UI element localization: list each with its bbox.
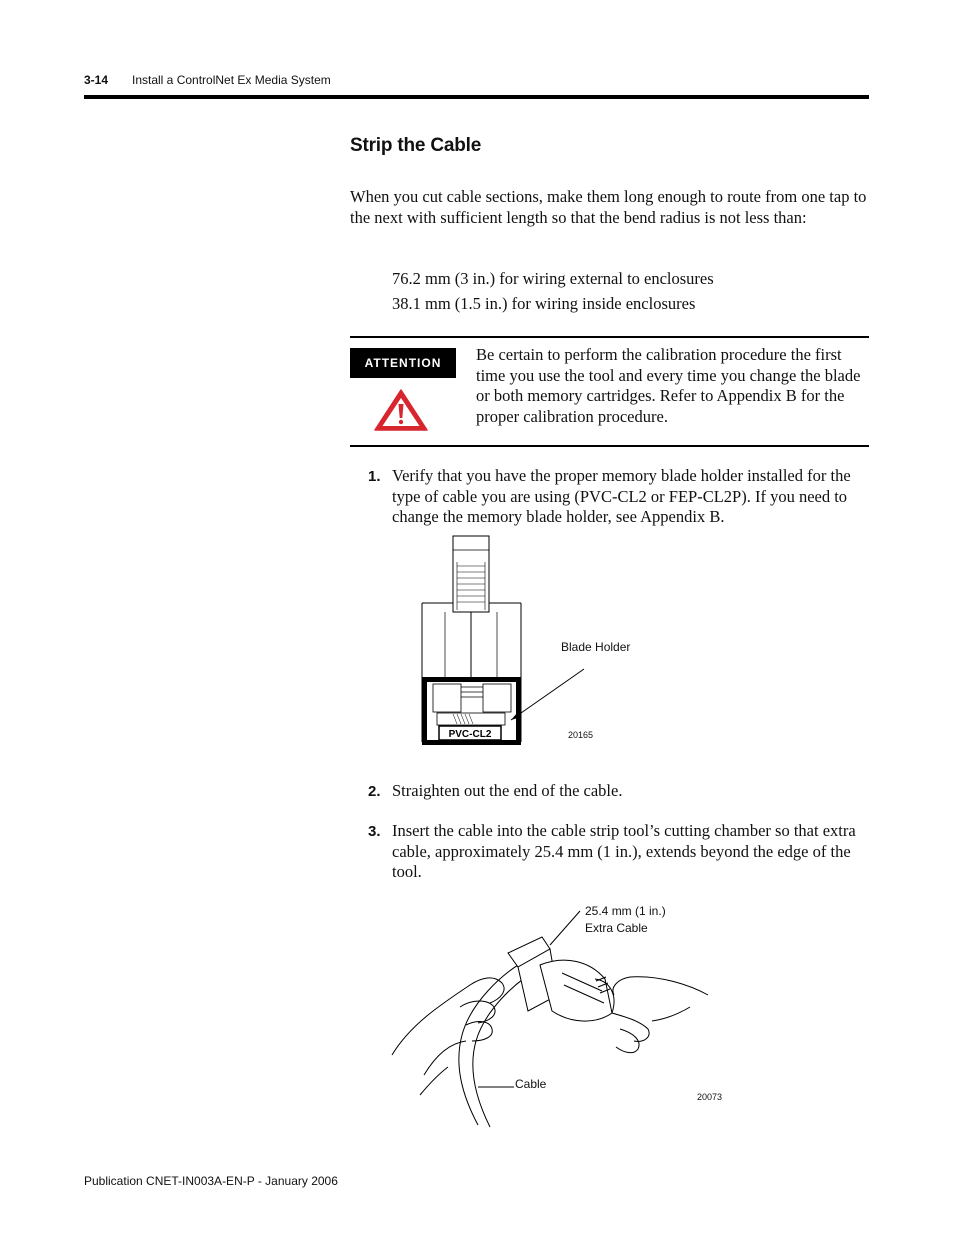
section-title: Strip the Cable — [350, 135, 482, 156]
publication-footer: Publication CNET-IN003A-EN-P - January 2006 — [84, 1174, 338, 1188]
blade-holder-callout: Blade Holder — [561, 640, 631, 654]
extra-cable-callout — [585, 903, 666, 937]
attention-text: Be certain to perform the calibration procedure the first time you use the tool and every time you change the blade or both memory cartridges. Refer to Appendix B for the proper calibration procedure. — [476, 345, 861, 426]
step-number: 2. — [368, 783, 381, 800]
figure-number: 20165 — [568, 730, 594, 740]
step-text: Verify that you have the proper memory blade holder installed for the type of cable you are using (PVC-CL2 or FEP-CL2P). If you need to change the memory blade holder, see Appendix B. — [392, 466, 851, 526]
attention-top-rule — [350, 336, 869, 338]
extra-cable-label: Extra Cable — [585, 921, 648, 935]
step-number: 1. — [368, 468, 381, 485]
holder-label: PVC-CL2 — [448, 729, 492, 740]
attention-bottom-rule — [350, 445, 869, 447]
page-number: 3-14 — [84, 73, 109, 87]
figure-number: 20073 — [697, 1092, 723, 1102]
step-text: Insert the cable into the cable strip tool’s cutting chamber so that extra cable, approximately 25.4 mm (1 in.), extends beyond the edge of the tool. — [392, 821, 856, 881]
step-number: 3. — [368, 823, 381, 840]
cable-callout: Cable — [515, 1077, 547, 1091]
attention-label: ATTENTION — [350, 348, 456, 378]
step-text: Straighten out the end of the cable. — [392, 781, 623, 800]
chapter-title: Install a ControlNet Ex Media System — [132, 73, 331, 87]
warning-triangle-icon — [373, 387, 429, 438]
extra-cable-length: 25.4 mm (1 in.) — [585, 904, 666, 918]
intro-paragraph: When you cut cable sections, make them long enough to route from one tap to the next with sufficient length so that the bend radius is not less than: — [350, 187, 867, 227]
radius-item-inside: 38.1 mm (1.5 in.) for wiring inside enclosures — [392, 294, 696, 313]
header-rule — [84, 95, 869, 99]
radius-item-external: 76.2 mm (3 in.) for wiring external to enclosures — [392, 269, 714, 288]
